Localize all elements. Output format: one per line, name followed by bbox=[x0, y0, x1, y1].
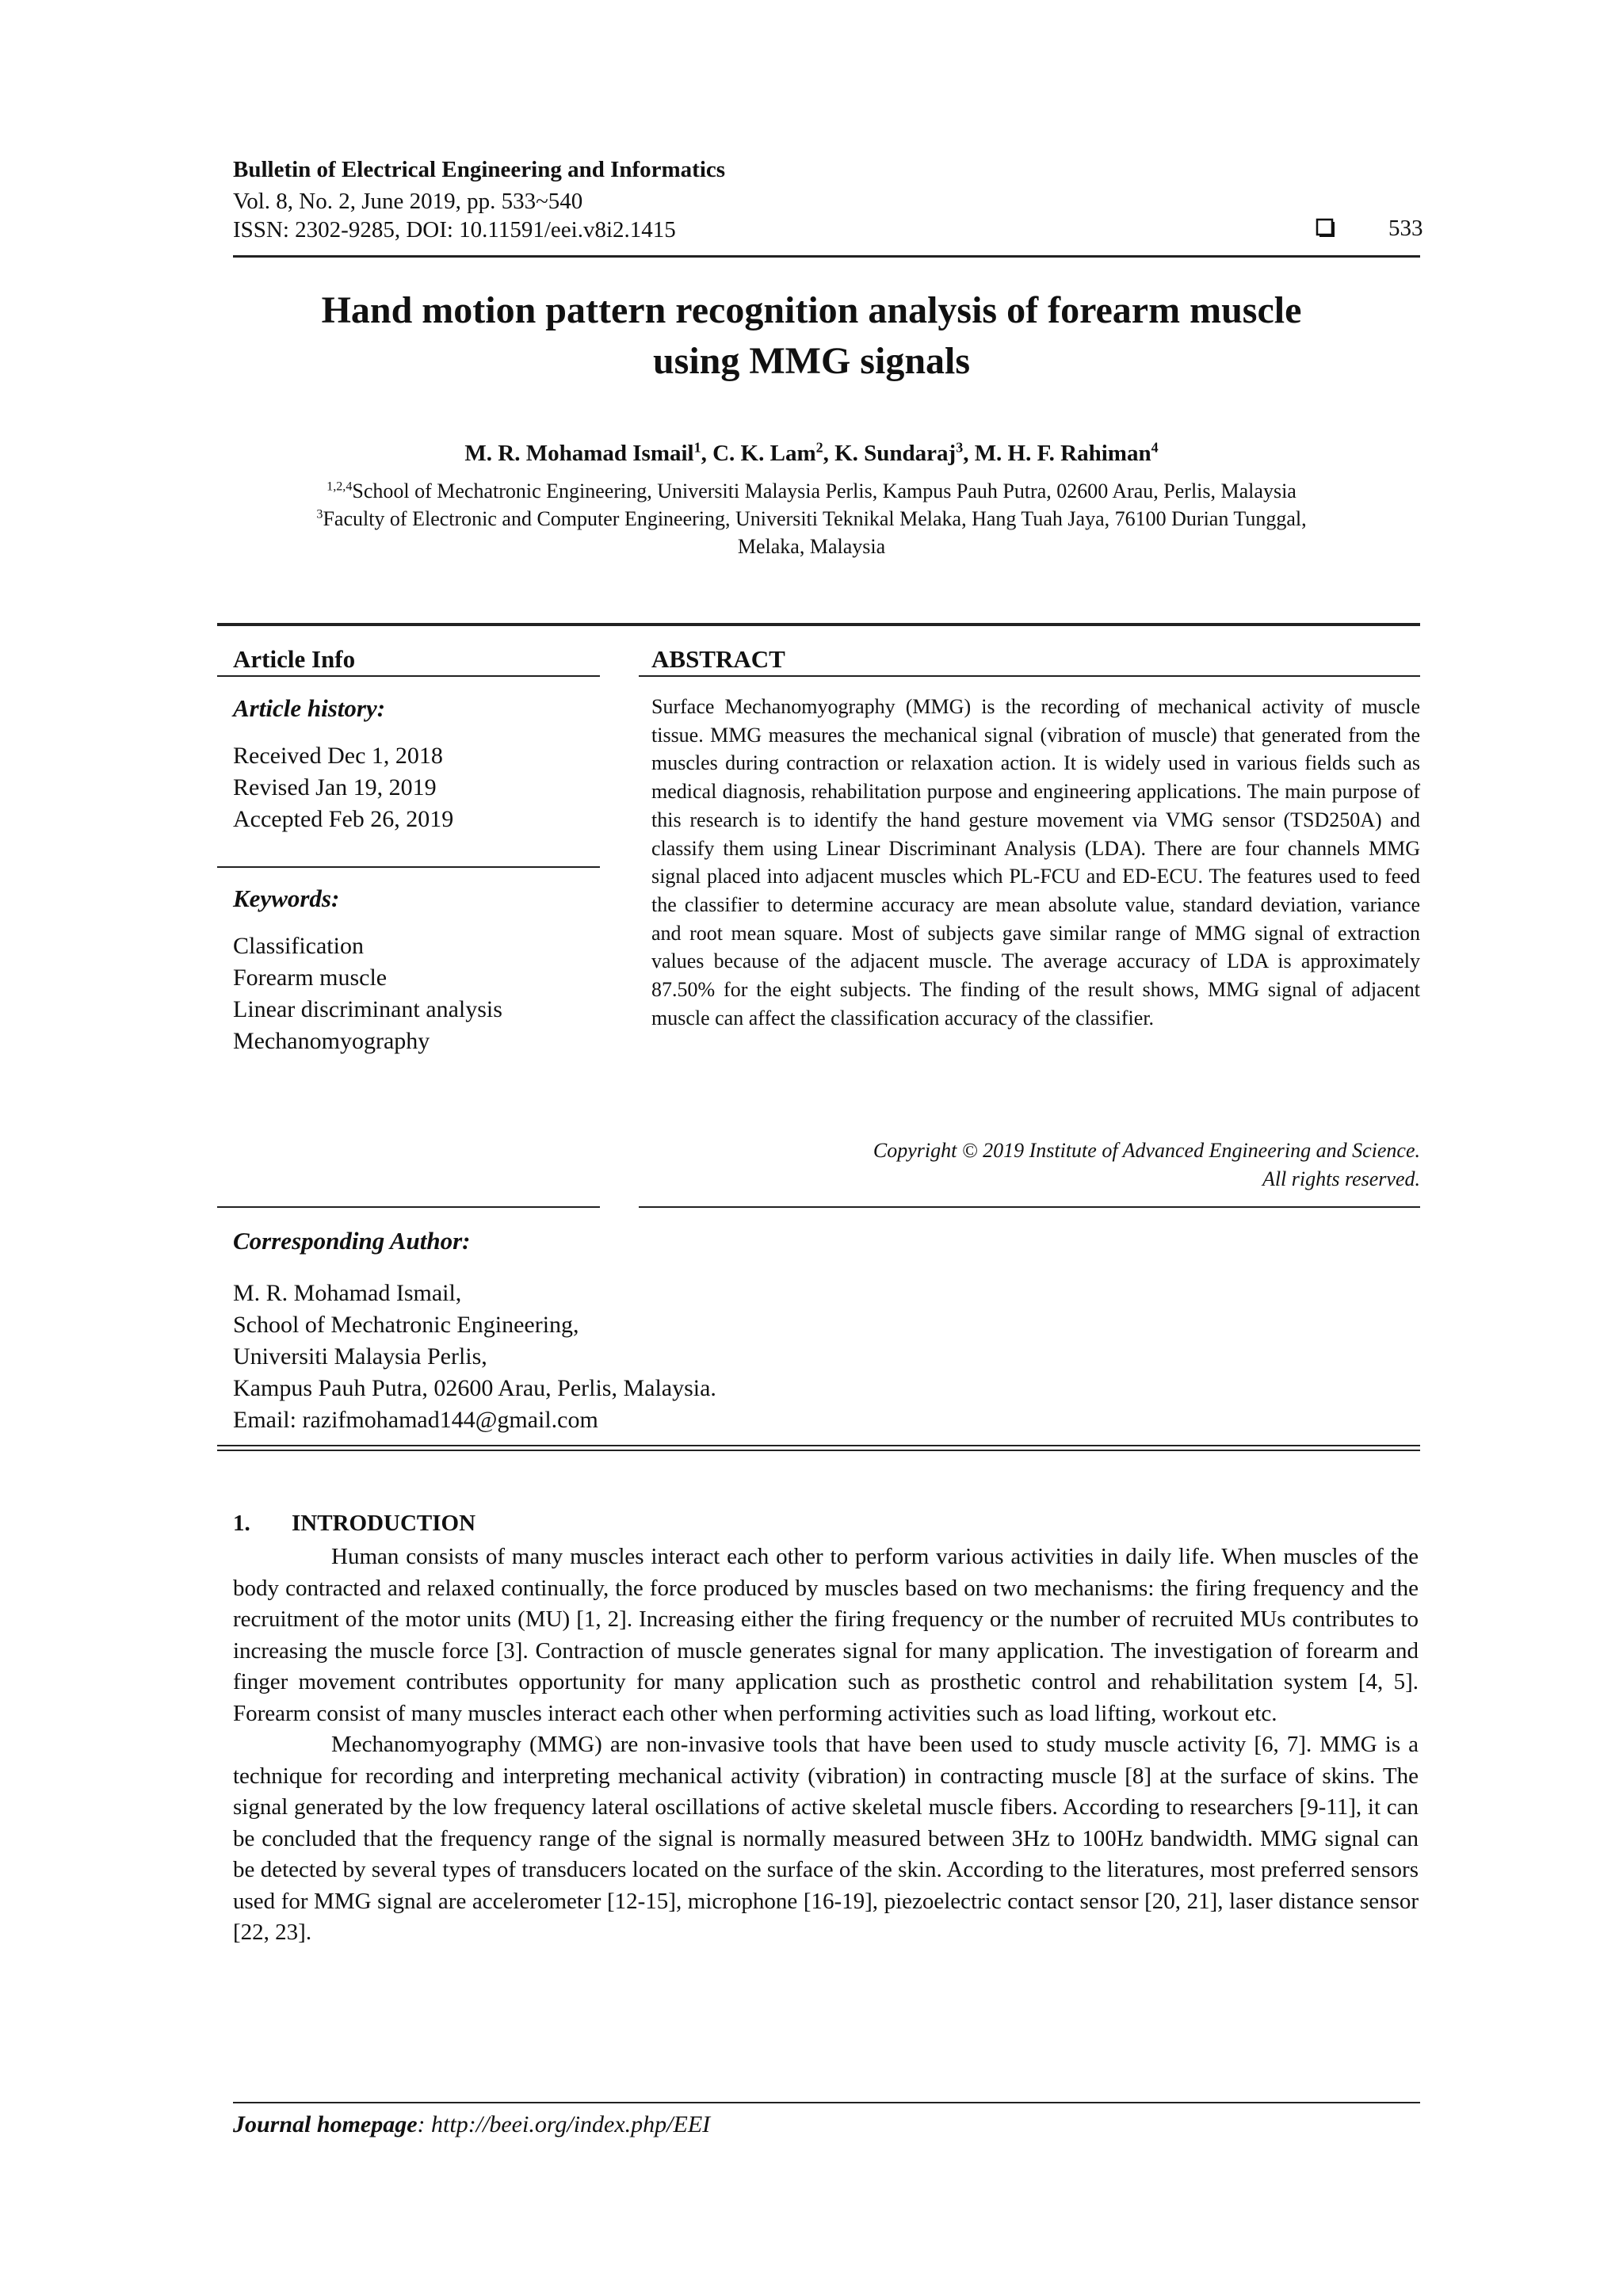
affiliation-text: Faculty of Electronic and Computer Engineering, Universiti Teknikal Melaka, Hang Tuah Jaya, 76100 Durian Tunggal, bbox=[323, 507, 1307, 530]
affiliation-sup: 1,2,4 bbox=[327, 479, 353, 494]
affiliation-2 bbox=[158, 505, 1465, 533]
affiliation-sup: 3 bbox=[316, 507, 323, 521]
corresponding-heading: Corresponding Author: bbox=[233, 1227, 471, 1255]
homepage-label: Journal homepage bbox=[233, 2111, 418, 2137]
volume-info: Vol. 8, No. 2, June 2019, pp. 533~540 bbox=[233, 189, 583, 214]
author-name: K. Sundaraj bbox=[834, 441, 957, 466]
article-history-list bbox=[233, 740, 453, 835]
author-sup: 3 bbox=[956, 439, 964, 456]
paragraph: Mechanomyography (MMG) are non-invasive tools that have been used to study muscle activity [6, 7]. MMG is a technique for recording and interpreting mechanical activity (vibration) in contracting muscle [8] at the surface of skins. The signal generated by the low frequency lateral oscillations of active skeletal muscle fibers. According to researchers [9-11], it can be concluded that the frequency range of the signal is normally measured between 3Hz to 100Hz bandwidth. MMG signal can be detected by several types of transducers located on the surface of the skin. According to the literatures, most preferred sensors used for MMG signal are accelerometer [12-15], microphone [16-19], piezoelectric contact sensor [20, 21], laser distance sensor [22, 23]. bbox=[233, 1732, 1419, 1945]
corresponding-email: Email: razifmohamad144@gmail.com bbox=[233, 1407, 598, 1433]
abstract-heading: ABSTRACT bbox=[651, 645, 785, 673]
info-box-bottom-rule-1 bbox=[217, 1445, 1420, 1446]
info-box-bottom-rule-2 bbox=[217, 1450, 1420, 1451]
abstract-rule bbox=[639, 675, 1420, 677]
footer-rule bbox=[233, 2102, 1420, 2103]
affiliation-2-cont: Melaka, Malaysia bbox=[737, 535, 886, 558]
history-rule bbox=[217, 866, 600, 868]
keywords-list bbox=[233, 930, 502, 1057]
keywords-heading: Keywords: bbox=[233, 884, 340, 912]
corresponding-line: Kampus Pauh Putra, 02600 Arau, Perlis, Malaysia. bbox=[233, 1375, 716, 1401]
title-line-1: Hand motion pattern recognition analysis of forearm muscle bbox=[321, 289, 1302, 331]
header-rule bbox=[233, 255, 1420, 258]
author-list: M. R. Mohamad Ismail$^1$, C. K. Lam$^2$, K. Sundaraj$^3$, M. H. F. Rahiman$^4$ bbox=[464, 439, 1159, 466]
abstract-bottom-rule bbox=[639, 1206, 1420, 1208]
introduction-heading bbox=[233, 1511, 475, 1537]
article-info-rule bbox=[217, 675, 600, 677]
journal-name: Bulletin of Electrical Engineering and Informatics bbox=[233, 157, 726, 182]
corresponding-line: Universiti Malaysia Perlis, bbox=[233, 1343, 487, 1370]
author-sup: 4 bbox=[1151, 439, 1159, 456]
copyright-line-1: Copyright © 2019 Institute of Advanced Engineering and Science. bbox=[873, 1139, 1420, 1162]
keyword-item: Linear discriminant analysis bbox=[233, 996, 502, 1022]
author-name: M. R. Mohamad Ismail bbox=[464, 441, 694, 466]
checkbox-square-icon bbox=[1316, 218, 1335, 238]
issn-doi: ISSN: 2302-9285, DOI: 10.11591/eei.v8i2.1415 bbox=[233, 217, 676, 243]
corresponding-details bbox=[233, 1278, 716, 1436]
keyword-item: Mechanomyography bbox=[233, 1028, 430, 1054]
author-sup: 1 bbox=[693, 439, 701, 456]
keyword-item: Forearm muscle bbox=[233, 965, 388, 991]
introduction-body bbox=[233, 1541, 1419, 1949]
author-name: M. H. F. Rahiman bbox=[974, 441, 1151, 466]
affiliation-text: School of Mechatronic Engineering, Universiti Malaysia Perlis, Kampus Pauh Putra, 02600 Arau, Perlis, Malaysia bbox=[352, 479, 1296, 502]
section-number: 1. bbox=[233, 1511, 250, 1536]
corresponding-line: M. R. Mohamad Ismail, bbox=[233, 1280, 462, 1306]
paragraph: Human consists of many muscles interact each other to perform various activities in daily life. When muscles of the body contracted and relaxed continually, the force produced by muscles based on two mechanisms: the firing frequency and the recruitment of the motor units (MU) [1, 2]. Increasing either the firing frequency or the number of recruited MUs contributes to increasing the muscle force [3]. Contraction of muscle generates signal for many application. The investigation of forearm and finger movement contributes opportunity for many application such as prosthetic control and rehabilitation system [4, 5]. Forearm consist of many muscles interact each other when performing activities such as load lifting, workout etc. bbox=[233, 1544, 1419, 1726]
copyright-notice bbox=[651, 1137, 1420, 1194]
author-name: C. K. Lam bbox=[712, 441, 816, 466]
journal-homepage bbox=[233, 2111, 710, 2138]
history-item: Received Dec 1, 2018 bbox=[233, 743, 443, 769]
title-line-2: using MMG signals bbox=[652, 340, 971, 382]
abstract-text: Surface Mechanomyography (MMG) is the recording of mechanical activity of muscle tissue. MMG measures the mechanical signal (vibration of muscle) that generated from the muscles during contraction or relaxation action. It is widely used in various fields such as medical diagnosis, rehabilitation purpose and engineering applications. The main purpose of this research is to identify the hand gesture movement via VMG sensor (TSD250A) and classify them using Linear Discriminant Analysis (LDA). There are four channels MMG signal placed into adjacent muscles which PL-FCU and ED-ECU. The features used to feed the classifier to determine accuracy are mean absolute value, standard deviation, variance and root mean square. Most of subjects gave similar range of MMG signal of extraction values because of the adjacent muscle. The average accuracy of LDA is approximately 87.50% for the eight subjects. The finding of the result shows, MMG signal of adjacent muscle can affect the classification accuracy of the classifier. bbox=[651, 695, 1420, 1030]
keyword-item: Classification bbox=[233, 933, 364, 959]
keywords-bottom-rule bbox=[217, 1206, 600, 1208]
homepage-link[interactable]: : http://beei.org/index.php/EEI bbox=[417, 2111, 711, 2137]
info-box-top-rule bbox=[217, 623, 1420, 626]
affiliation-1 bbox=[158, 477, 1465, 505]
corresponding-line: School of Mechatronic Engineering, bbox=[233, 1312, 579, 1338]
page-number: 533 bbox=[1388, 216, 1423, 241]
paper-title bbox=[158, 285, 1465, 387]
article-history-heading: Article history: bbox=[233, 694, 386, 722]
author-sup: 2 bbox=[815, 439, 823, 456]
section-title: INTRODUCTION bbox=[292, 1511, 476, 1536]
article-info-heading: Article Info bbox=[233, 645, 356, 673]
copyright-line-2: All rights reserved. bbox=[1262, 1167, 1420, 1190]
history-item: Accepted Feb 26, 2019 bbox=[233, 806, 454, 832]
history-item: Revised Jan 19, 2019 bbox=[233, 774, 437, 800]
